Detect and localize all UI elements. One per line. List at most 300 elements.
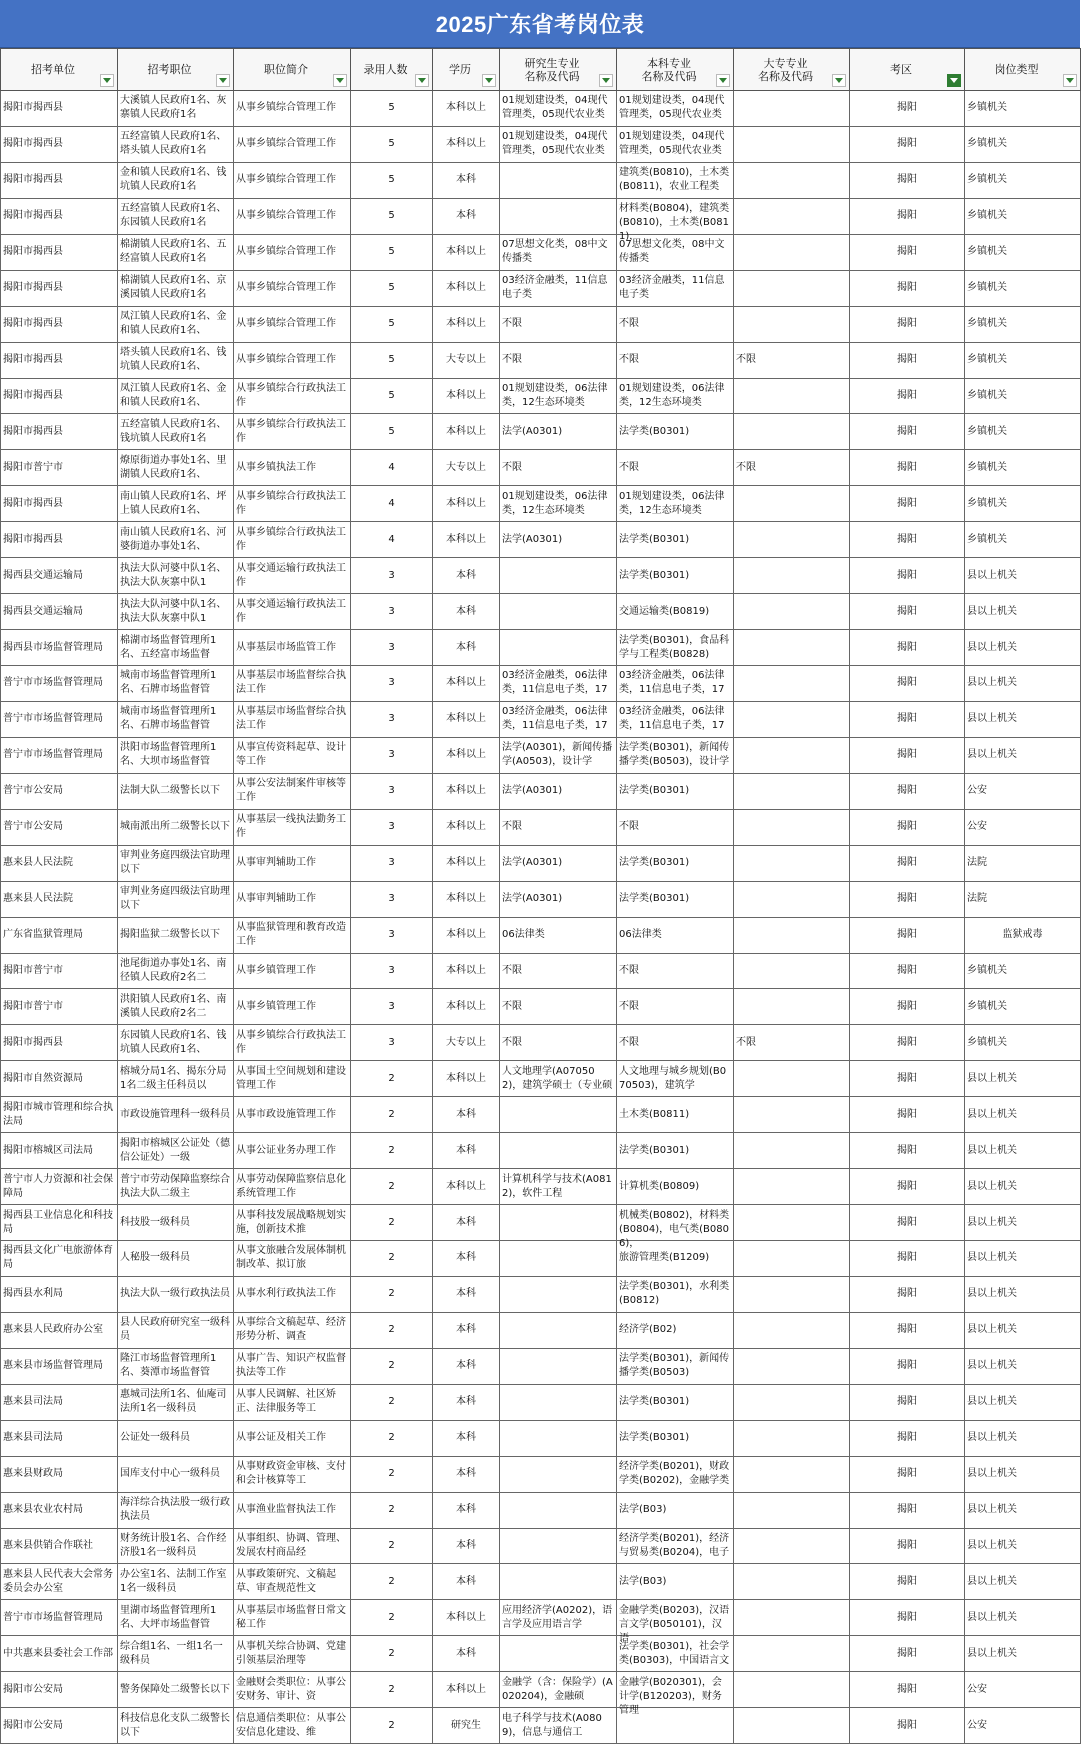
cell-unit[interactable] bbox=[1, 522, 118, 558]
cell-undergrad-major[interactable] bbox=[617, 1312, 734, 1348]
cell-unit[interactable] bbox=[1, 1097, 118, 1133]
cell-postgrad-major[interactable] bbox=[500, 953, 617, 989]
cell-postgrad-major[interactable] bbox=[500, 342, 617, 378]
cell-position[interactable] bbox=[118, 1528, 234, 1564]
cell-education[interactable] bbox=[433, 1241, 500, 1277]
cell-education[interactable] bbox=[433, 1636, 500, 1672]
cell-position[interactable] bbox=[118, 342, 234, 378]
cell-college-major[interactable] bbox=[734, 1636, 850, 1672]
cell-post-type[interactable] bbox=[965, 1600, 1081, 1636]
cell-description[interactable] bbox=[234, 1456, 351, 1492]
cell-post-type[interactable] bbox=[965, 1384, 1081, 1420]
cell-count[interactable] bbox=[351, 1636, 433, 1672]
table-row[interactable] bbox=[1, 450, 1081, 486]
cell-post-type[interactable] bbox=[965, 953, 1081, 989]
cell-position[interactable] bbox=[118, 701, 234, 737]
cell-college-major[interactable] bbox=[734, 1241, 850, 1277]
table-row[interactable] bbox=[1, 1600, 1081, 1636]
cell-college-major[interactable] bbox=[734, 1133, 850, 1169]
cell-postgrad-major[interactable] bbox=[500, 1061, 617, 1097]
cell-postgrad-major[interactable] bbox=[500, 1025, 617, 1061]
cell-college-major[interactable] bbox=[734, 342, 850, 378]
cell-postgrad-major[interactable] bbox=[500, 1564, 617, 1600]
cell-position[interactable] bbox=[118, 522, 234, 558]
cell-unit[interactable] bbox=[1, 378, 118, 414]
cell-postgrad-major[interactable] bbox=[500, 486, 617, 522]
cell-post-type[interactable] bbox=[965, 1708, 1081, 1744]
table-row[interactable] bbox=[1, 1348, 1081, 1384]
cell-position[interactable] bbox=[118, 1672, 234, 1708]
cell-postgrad-major[interactable] bbox=[500, 1312, 617, 1348]
cell-count[interactable] bbox=[351, 809, 433, 845]
cell-education[interactable] bbox=[433, 198, 500, 234]
cell-education[interactable] bbox=[433, 1025, 500, 1061]
cell-count[interactable] bbox=[351, 701, 433, 737]
cell-education[interactable] bbox=[433, 666, 500, 702]
cell-position[interactable] bbox=[118, 809, 234, 845]
cell-undergrad-major[interactable] bbox=[617, 594, 734, 630]
cell-postgrad-major[interactable] bbox=[500, 701, 617, 737]
cell-college-major[interactable] bbox=[734, 91, 850, 127]
cell-education[interactable] bbox=[433, 1205, 500, 1241]
cell-education[interactable] bbox=[433, 270, 500, 306]
cell-description[interactable] bbox=[234, 1636, 351, 1672]
filter-active-icon[interactable] bbox=[947, 74, 961, 87]
cell-college-major[interactable] bbox=[734, 414, 850, 450]
cell-undergrad-major[interactable] bbox=[617, 1384, 734, 1420]
cell-description[interactable] bbox=[234, 1672, 351, 1708]
cell-undergrad-major[interactable] bbox=[617, 1097, 734, 1133]
table-row[interactable] bbox=[1, 126, 1081, 162]
cell-post-type[interactable] bbox=[965, 1492, 1081, 1528]
cell-exam-region[interactable] bbox=[850, 1133, 965, 1169]
cell-position[interactable] bbox=[118, 630, 234, 666]
cell-education[interactable] bbox=[433, 91, 500, 127]
cell-college-major[interactable] bbox=[734, 126, 850, 162]
filter-dropdown-icon[interactable] bbox=[415, 74, 429, 87]
cell-description[interactable] bbox=[234, 989, 351, 1025]
cell-college-major[interactable] bbox=[734, 953, 850, 989]
cell-undergrad-major[interactable] bbox=[617, 1600, 734, 1644]
cell-unit[interactable] bbox=[1, 1025, 118, 1061]
filter-dropdown-icon[interactable] bbox=[716, 74, 730, 87]
cell-position[interactable] bbox=[118, 1600, 234, 1636]
table-row[interactable] bbox=[1, 1097, 1081, 1133]
cell-postgrad-major[interactable] bbox=[500, 1384, 617, 1420]
table-row[interactable] bbox=[1, 342, 1081, 378]
cell-undergrad-major[interactable] bbox=[617, 162, 734, 198]
cell-count[interactable] bbox=[351, 1205, 433, 1241]
cell-unit[interactable] bbox=[1, 594, 118, 630]
table-row[interactable] bbox=[1, 917, 1081, 953]
cell-exam-region[interactable] bbox=[850, 1564, 965, 1600]
table-row[interactable] bbox=[1, 1528, 1081, 1564]
cell-postgrad-major[interactable] bbox=[500, 1492, 617, 1528]
cell-description[interactable] bbox=[234, 1564, 351, 1600]
cell-exam-region[interactable] bbox=[850, 414, 965, 450]
cell-count[interactable] bbox=[351, 270, 433, 306]
cell-description[interactable] bbox=[234, 953, 351, 989]
cell-post-type[interactable] bbox=[965, 881, 1081, 917]
cell-exam-region[interactable] bbox=[850, 270, 965, 306]
cell-college-major[interactable] bbox=[734, 773, 850, 809]
cell-position[interactable] bbox=[118, 1276, 234, 1312]
cell-description[interactable] bbox=[234, 234, 351, 270]
cell-postgrad-major[interactable] bbox=[500, 1528, 617, 1564]
cell-education[interactable] bbox=[433, 1169, 500, 1205]
cell-exam-region[interactable] bbox=[850, 701, 965, 737]
cell-exam-region[interactable] bbox=[850, 126, 965, 162]
cell-position[interactable] bbox=[118, 917, 234, 953]
cell-exam-region[interactable] bbox=[850, 809, 965, 845]
cell-description[interactable] bbox=[234, 845, 351, 881]
cell-unit[interactable] bbox=[1, 126, 118, 162]
cell-unit[interactable] bbox=[1, 342, 118, 378]
cell-exam-region[interactable] bbox=[850, 1312, 965, 1348]
cell-education[interactable] bbox=[433, 773, 500, 809]
cell-unit[interactable] bbox=[1, 701, 118, 737]
cell-description[interactable] bbox=[234, 1600, 351, 1636]
cell-post-type[interactable] bbox=[965, 270, 1081, 306]
cell-exam-region[interactable] bbox=[850, 486, 965, 522]
cell-exam-region[interactable] bbox=[850, 1061, 965, 1097]
cell-position[interactable] bbox=[118, 737, 234, 773]
cell-position[interactable] bbox=[118, 1133, 234, 1169]
cell-post-type[interactable] bbox=[965, 594, 1081, 630]
cell-unit[interactable] bbox=[1, 486, 118, 522]
cell-undergrad-major[interactable] bbox=[617, 1528, 734, 1564]
cell-college-major[interactable] bbox=[734, 270, 850, 306]
cell-description[interactable] bbox=[234, 306, 351, 342]
cell-position[interactable] bbox=[118, 1420, 234, 1456]
cell-exam-region[interactable] bbox=[850, 845, 965, 881]
cell-exam-region[interactable] bbox=[850, 1456, 965, 1492]
cell-education[interactable] bbox=[433, 414, 500, 450]
table-row[interactable] bbox=[1, 198, 1081, 234]
cell-description[interactable] bbox=[234, 1133, 351, 1169]
cell-exam-region[interactable] bbox=[850, 1097, 965, 1133]
cell-position[interactable] bbox=[118, 1708, 234, 1744]
cell-exam-region[interactable] bbox=[850, 1205, 965, 1241]
cell-education[interactable] bbox=[433, 1420, 500, 1456]
cell-undergrad-major[interactable] bbox=[617, 558, 734, 594]
cell-exam-region[interactable] bbox=[850, 917, 965, 953]
cell-postgrad-major[interactable] bbox=[500, 917, 617, 953]
cell-postgrad-major[interactable] bbox=[500, 809, 617, 845]
cell-post-type[interactable] bbox=[965, 1672, 1081, 1708]
cell-postgrad-major[interactable] bbox=[500, 594, 617, 630]
cell-post-type[interactable] bbox=[965, 630, 1081, 666]
cell-unit[interactable] bbox=[1, 306, 118, 342]
table-row[interactable] bbox=[1, 558, 1081, 594]
cell-position[interactable] bbox=[118, 486, 234, 522]
cell-post-type[interactable] bbox=[965, 558, 1081, 594]
cell-exam-region[interactable] bbox=[850, 737, 965, 773]
table-row[interactable] bbox=[1, 486, 1081, 522]
cell-description[interactable] bbox=[234, 1492, 351, 1528]
table-row[interactable] bbox=[1, 630, 1081, 666]
cell-unit[interactable] bbox=[1, 630, 118, 666]
cell-education[interactable] bbox=[433, 234, 500, 270]
cell-position[interactable] bbox=[118, 198, 234, 234]
cell-college-major[interactable] bbox=[734, 198, 850, 234]
cell-undergrad-major[interactable] bbox=[617, 1205, 734, 1249]
cell-college-major[interactable] bbox=[734, 450, 850, 486]
cell-undergrad-major[interactable] bbox=[617, 306, 734, 342]
cell-exam-region[interactable] bbox=[850, 881, 965, 917]
cell-exam-region[interactable] bbox=[850, 450, 965, 486]
cell-position[interactable] bbox=[118, 1492, 234, 1528]
cell-post-type[interactable] bbox=[965, 1205, 1081, 1241]
cell-description[interactable] bbox=[234, 450, 351, 486]
cell-undergrad-major[interactable] bbox=[617, 1169, 734, 1205]
cell-position[interactable] bbox=[118, 1456, 234, 1492]
cell-postgrad-major[interactable] bbox=[500, 1672, 617, 1708]
cell-position[interactable] bbox=[118, 162, 234, 198]
cell-count[interactable] bbox=[351, 1564, 433, 1600]
table-row[interactable] bbox=[1, 1384, 1081, 1420]
cell-postgrad-major[interactable] bbox=[500, 378, 617, 414]
table-row[interactable] bbox=[1, 1564, 1081, 1600]
filter-dropdown-icon[interactable] bbox=[100, 74, 114, 87]
filter-dropdown-icon[interactable] bbox=[333, 74, 347, 87]
cell-description[interactable] bbox=[234, 126, 351, 162]
cell-description[interactable] bbox=[234, 198, 351, 234]
cell-postgrad-major[interactable] bbox=[500, 1097, 617, 1133]
cell-education[interactable] bbox=[433, 126, 500, 162]
cell-position[interactable] bbox=[118, 594, 234, 630]
table-row[interactable] bbox=[1, 953, 1081, 989]
cell-undergrad-major[interactable] bbox=[617, 1061, 734, 1097]
cell-position[interactable] bbox=[118, 450, 234, 486]
cell-exam-region[interactable] bbox=[850, 162, 965, 198]
table-row[interactable] bbox=[1, 522, 1081, 558]
cell-education[interactable] bbox=[433, 558, 500, 594]
cell-college-major[interactable] bbox=[734, 1600, 850, 1636]
cell-count[interactable] bbox=[351, 91, 433, 127]
cell-count[interactable] bbox=[351, 162, 433, 198]
cell-college-major[interactable] bbox=[734, 845, 850, 881]
cell-college-major[interactable] bbox=[734, 522, 850, 558]
cell-postgrad-major[interactable] bbox=[500, 234, 617, 270]
cell-position[interactable] bbox=[118, 1312, 234, 1348]
cell-postgrad-major[interactable] bbox=[500, 414, 617, 450]
cell-count[interactable] bbox=[351, 558, 433, 594]
cell-education[interactable] bbox=[433, 1312, 500, 1348]
cell-college-major[interactable] bbox=[734, 486, 850, 522]
table-row[interactable] bbox=[1, 91, 1081, 127]
cell-description[interactable] bbox=[234, 486, 351, 522]
cell-description[interactable] bbox=[234, 414, 351, 450]
cell-unit[interactable] bbox=[1, 1564, 118, 1600]
cell-exam-region[interactable] bbox=[850, 1420, 965, 1456]
cell-education[interactable] bbox=[433, 737, 500, 773]
cell-exam-region[interactable] bbox=[850, 1384, 965, 1420]
cell-exam-region[interactable] bbox=[850, 1708, 965, 1744]
cell-position[interactable] bbox=[118, 1636, 234, 1672]
cell-exam-region[interactable] bbox=[850, 773, 965, 809]
cell-unit[interactable] bbox=[1, 953, 118, 989]
cell-unit[interactable] bbox=[1, 1169, 118, 1205]
cell-position[interactable] bbox=[118, 126, 234, 162]
cell-count[interactable] bbox=[351, 1276, 433, 1312]
cell-description[interactable] bbox=[234, 91, 351, 127]
cell-postgrad-major[interactable] bbox=[500, 881, 617, 917]
cell-postgrad-major[interactable] bbox=[500, 630, 617, 666]
cell-count[interactable] bbox=[351, 1384, 433, 1420]
cell-position[interactable] bbox=[118, 1169, 234, 1205]
cell-education[interactable] bbox=[433, 701, 500, 737]
cell-unit[interactable] bbox=[1, 917, 118, 953]
cell-post-type[interactable] bbox=[965, 486, 1081, 522]
cell-education[interactable] bbox=[433, 917, 500, 953]
table-row[interactable] bbox=[1, 881, 1081, 917]
cell-postgrad-major[interactable] bbox=[500, 91, 617, 127]
cell-post-type[interactable] bbox=[965, 91, 1081, 127]
table-row[interactable] bbox=[1, 773, 1081, 809]
cell-description[interactable] bbox=[234, 1025, 351, 1061]
cell-education[interactable] bbox=[433, 162, 500, 198]
cell-undergrad-major[interactable] bbox=[617, 773, 734, 809]
cell-post-type[interactable] bbox=[965, 1348, 1081, 1384]
cell-exam-region[interactable] bbox=[850, 666, 965, 702]
cell-post-type[interactable] bbox=[965, 234, 1081, 270]
cell-unit[interactable] bbox=[1, 1420, 118, 1456]
table-row[interactable] bbox=[1, 1061, 1081, 1097]
cell-post-type[interactable] bbox=[965, 522, 1081, 558]
cell-unit[interactable] bbox=[1, 1384, 118, 1420]
cell-college-major[interactable] bbox=[734, 1276, 850, 1312]
table-row[interactable] bbox=[1, 1276, 1081, 1312]
cell-education[interactable] bbox=[433, 809, 500, 845]
cell-unit[interactable] bbox=[1, 881, 118, 917]
cell-postgrad-major[interactable] bbox=[500, 1708, 617, 1744]
cell-post-type[interactable] bbox=[965, 701, 1081, 737]
cell-description[interactable] bbox=[234, 809, 351, 845]
cell-count[interactable] bbox=[351, 1708, 433, 1744]
cell-count[interactable] bbox=[351, 1097, 433, 1133]
cell-unit[interactable] bbox=[1, 198, 118, 234]
cell-undergrad-major[interactable] bbox=[617, 701, 734, 737]
cell-position[interactable] bbox=[118, 306, 234, 342]
cell-college-major[interactable] bbox=[734, 737, 850, 773]
cell-post-type[interactable] bbox=[965, 1061, 1081, 1097]
cell-count[interactable] bbox=[351, 414, 433, 450]
cell-post-type[interactable] bbox=[965, 1636, 1081, 1672]
cell-description[interactable] bbox=[234, 162, 351, 198]
table-row[interactable] bbox=[1, 1205, 1081, 1241]
cell-undergrad-major[interactable] bbox=[617, 881, 734, 917]
cell-undergrad-major[interactable] bbox=[617, 1420, 734, 1456]
cell-count[interactable] bbox=[351, 1420, 433, 1456]
filter-dropdown-icon[interactable] bbox=[482, 74, 496, 87]
table-row[interactable] bbox=[1, 1420, 1081, 1456]
cell-education[interactable] bbox=[433, 1672, 500, 1708]
cell-exam-region[interactable] bbox=[850, 1241, 965, 1277]
cell-description[interactable] bbox=[234, 1384, 351, 1420]
cell-undergrad-major[interactable] bbox=[617, 737, 734, 773]
cell-description[interactable] bbox=[234, 1276, 351, 1312]
cell-undergrad-major[interactable] bbox=[617, 450, 734, 486]
cell-education[interactable] bbox=[433, 845, 500, 881]
cell-count[interactable] bbox=[351, 1600, 433, 1636]
cell-education[interactable] bbox=[433, 486, 500, 522]
cell-postgrad-major[interactable] bbox=[500, 1133, 617, 1169]
cell-count[interactable] bbox=[351, 989, 433, 1025]
cell-position[interactable] bbox=[118, 845, 234, 881]
cell-post-type[interactable] bbox=[965, 450, 1081, 486]
cell-description[interactable] bbox=[234, 1097, 351, 1133]
cell-count[interactable] bbox=[351, 917, 433, 953]
table-row[interactable] bbox=[1, 306, 1081, 342]
cell-exam-region[interactable] bbox=[850, 594, 965, 630]
cell-unit[interactable] bbox=[1, 1276, 118, 1312]
cell-count[interactable] bbox=[351, 234, 433, 270]
table-row[interactable] bbox=[1, 594, 1081, 630]
cell-college-major[interactable] bbox=[734, 1205, 850, 1241]
cell-position[interactable] bbox=[118, 953, 234, 989]
cell-education[interactable] bbox=[433, 306, 500, 342]
table-row[interactable] bbox=[1, 378, 1081, 414]
cell-postgrad-major[interactable] bbox=[500, 558, 617, 594]
cell-postgrad-major[interactable] bbox=[500, 270, 617, 306]
cell-college-major[interactable] bbox=[734, 809, 850, 845]
table-row[interactable] bbox=[1, 989, 1081, 1025]
cell-college-major[interactable] bbox=[734, 701, 850, 737]
cell-undergrad-major[interactable] bbox=[617, 126, 734, 162]
cell-position[interactable] bbox=[118, 91, 234, 127]
cell-exam-region[interactable] bbox=[850, 989, 965, 1025]
cell-education[interactable] bbox=[433, 522, 500, 558]
cell-count[interactable] bbox=[351, 378, 433, 414]
cell-undergrad-major[interactable] bbox=[617, 1456, 734, 1492]
cell-postgrad-major[interactable] bbox=[500, 306, 617, 342]
cell-post-type[interactable] bbox=[965, 809, 1081, 845]
table-row[interactable] bbox=[1, 162, 1081, 198]
cell-undergrad-major[interactable] bbox=[617, 953, 734, 989]
filter-dropdown-icon[interactable] bbox=[1063, 74, 1077, 87]
cell-unit[interactable] bbox=[1, 91, 118, 127]
cell-count[interactable] bbox=[351, 630, 433, 666]
table-row[interactable] bbox=[1, 1025, 1081, 1061]
cell-post-type[interactable] bbox=[965, 1097, 1081, 1133]
cell-education[interactable] bbox=[433, 989, 500, 1025]
table-row[interactable] bbox=[1, 414, 1081, 450]
cell-post-type[interactable] bbox=[965, 666, 1081, 702]
cell-unit[interactable] bbox=[1, 1061, 118, 1097]
cell-count[interactable] bbox=[351, 486, 433, 522]
cell-college-major[interactable] bbox=[734, 1492, 850, 1528]
cell-exam-region[interactable] bbox=[850, 1600, 965, 1636]
cell-count[interactable] bbox=[351, 1528, 433, 1564]
cell-undergrad-major[interactable] bbox=[617, 1492, 734, 1528]
cell-unit[interactable] bbox=[1, 450, 118, 486]
cell-position[interactable] bbox=[118, 989, 234, 1025]
cell-position[interactable] bbox=[118, 270, 234, 306]
cell-undergrad-major[interactable] bbox=[617, 1636, 734, 1672]
cell-postgrad-major[interactable] bbox=[500, 450, 617, 486]
cell-count[interactable] bbox=[351, 1348, 433, 1384]
cell-exam-region[interactable] bbox=[850, 1528, 965, 1564]
cell-postgrad-major[interactable] bbox=[500, 845, 617, 881]
cell-unit[interactable] bbox=[1, 162, 118, 198]
cell-education[interactable] bbox=[433, 342, 500, 378]
cell-exam-region[interactable] bbox=[850, 378, 965, 414]
cell-postgrad-major[interactable] bbox=[500, 126, 617, 162]
cell-count[interactable] bbox=[351, 881, 433, 917]
cell-college-major[interactable] bbox=[734, 162, 850, 198]
cell-count[interactable] bbox=[351, 198, 433, 234]
